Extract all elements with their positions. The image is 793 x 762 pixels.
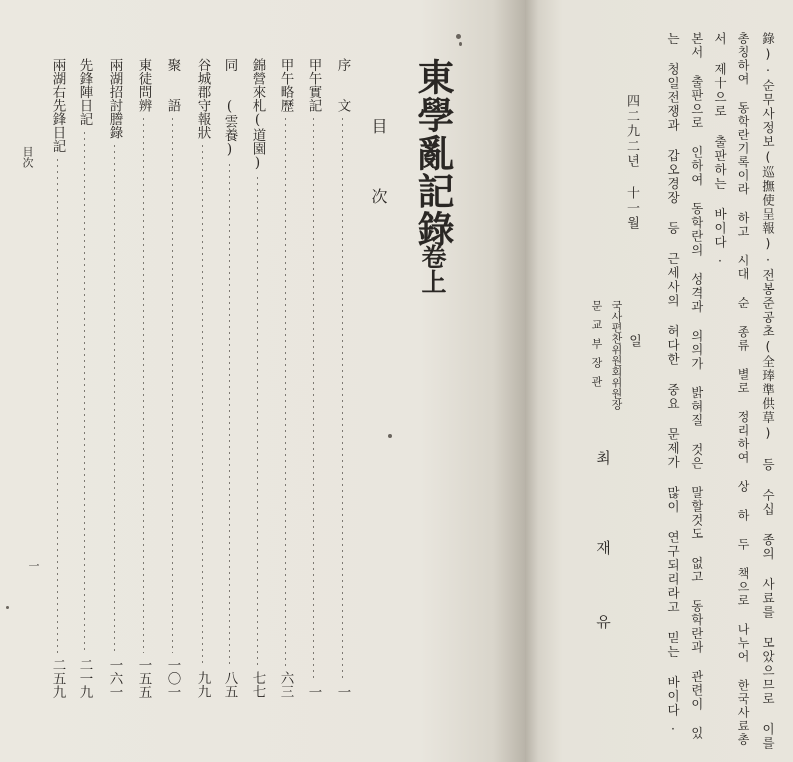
preface-line: 서 제十으로 출판하는 바이다.: [712, 32, 728, 266]
toc-leader-dots: [172, 116, 173, 653]
toc-leader-dots: [229, 162, 230, 667]
toc-entry-page: 七七: [249, 671, 266, 698]
signer-name-3: 유: [594, 614, 612, 629]
toc-entry-title: 甲午略歷: [277, 58, 294, 112]
toc-entry-page: 一: [334, 684, 351, 698]
signer-title-1: 국사편찬위원회위원장: [610, 300, 623, 410]
preface-line: 본서 출판으로 인하여 동학란의 성격과 의의가 밝혀질 것은 말할것도 없고 동학란과 관련이 있: [689, 32, 704, 741]
toc-entry: [136, 58, 152, 698]
toc-entry-title: 先鋒陣日記: [76, 58, 93, 126]
toc-entry: [278, 58, 294, 698]
toc-entry: [50, 58, 66, 698]
toc-entry-title: 東徒問辨: [135, 58, 152, 112]
toc-entry-title: 甲午實記: [305, 58, 322, 112]
signer-name-1: 최: [594, 450, 612, 465]
toc-entry: [195, 58, 211, 698]
toc-leader-dots: [285, 116, 286, 667]
toc-entry: [335, 58, 351, 698]
folio-number: 一: [27, 560, 40, 571]
ink-spot: [459, 42, 462, 46]
toc-entry: [306, 58, 322, 698]
preface-date-suffix: 일: [626, 334, 641, 347]
toc-leader-dots: [202, 143, 203, 667]
preface-line: 는 청일전쟁과 갑오경장 등 근세사의 허다한 중요 문제가 많이 연구되리라고 믿는 바이다.: [665, 32, 681, 734]
ink-spot: [6, 606, 9, 609]
toc-entry-page: 二五九: [49, 657, 66, 698]
toc-leader-dots: [342, 116, 343, 680]
toc-entry-title: 序 文: [334, 58, 351, 112]
ink-spot: [388, 434, 392, 438]
toc-entry-page: 一五五: [135, 657, 152, 698]
toc-entry: [77, 58, 93, 698]
toc-entry-title: 錦營來札(道園): [249, 58, 266, 171]
toc-heading-first: 目: [369, 118, 388, 134]
toc-entry-page: 九九: [194, 671, 211, 698]
toc-entry-page: 一六一: [106, 657, 123, 698]
right-page: [525, 0, 793, 762]
toc-leader-dots: [257, 175, 258, 667]
book-title: 東學亂記錄: [411, 58, 455, 248]
toc-entry: [107, 58, 123, 698]
toc-entry-page: 六三: [277, 671, 294, 698]
toc-entry-page: 二一九: [76, 657, 93, 698]
preface-date: 四二九二년 十一월: [624, 94, 639, 231]
toc-heading-second: 次: [369, 188, 388, 204]
toc-entry-title: 聚 語: [164, 58, 181, 112]
signer-title-2: 문교부장관: [590, 300, 603, 395]
volume-label: 卷上: [418, 244, 447, 294]
toc-leader-dots: [114, 143, 115, 653]
preface-line: 총칭하여 동학란기록이라 하고 시대 순 종류 별로 정리하여 상 하 두 책으로 나누어 한국사료총: [736, 32, 750, 747]
toc-entry-page: 一〇一: [164, 657, 181, 698]
preface-line: 錄)·순무사정보(巡撫使呈報)·전봉준공초(全琫準供草) 등 수십 종의 사료를 모았으므로 이를: [760, 32, 776, 751]
toc-entry-title: 兩湖右先鋒日記: [49, 58, 66, 153]
toc-entry-title: 兩湖招討謄錄: [106, 58, 123, 139]
toc-leader-dots: [143, 116, 144, 653]
toc-entry-title: 谷城郡守報狀: [194, 58, 211, 139]
toc-entry: [250, 58, 266, 698]
toc-leader-dots: [57, 157, 58, 653]
signer-name-2: 재: [594, 540, 612, 555]
toc-entry-title: 同 (雲養): [221, 58, 238, 158]
toc-entry-page: 八五: [221, 671, 238, 698]
toc-entry-page: 一: [305, 684, 322, 698]
toc-leader-dots: [84, 130, 85, 653]
toc-entry: [222, 58, 238, 698]
ink-spot: [456, 34, 461, 39]
toc-leader-dots: [313, 116, 314, 680]
running-head: 目次: [21, 146, 34, 168]
toc-entry: [165, 58, 181, 698]
